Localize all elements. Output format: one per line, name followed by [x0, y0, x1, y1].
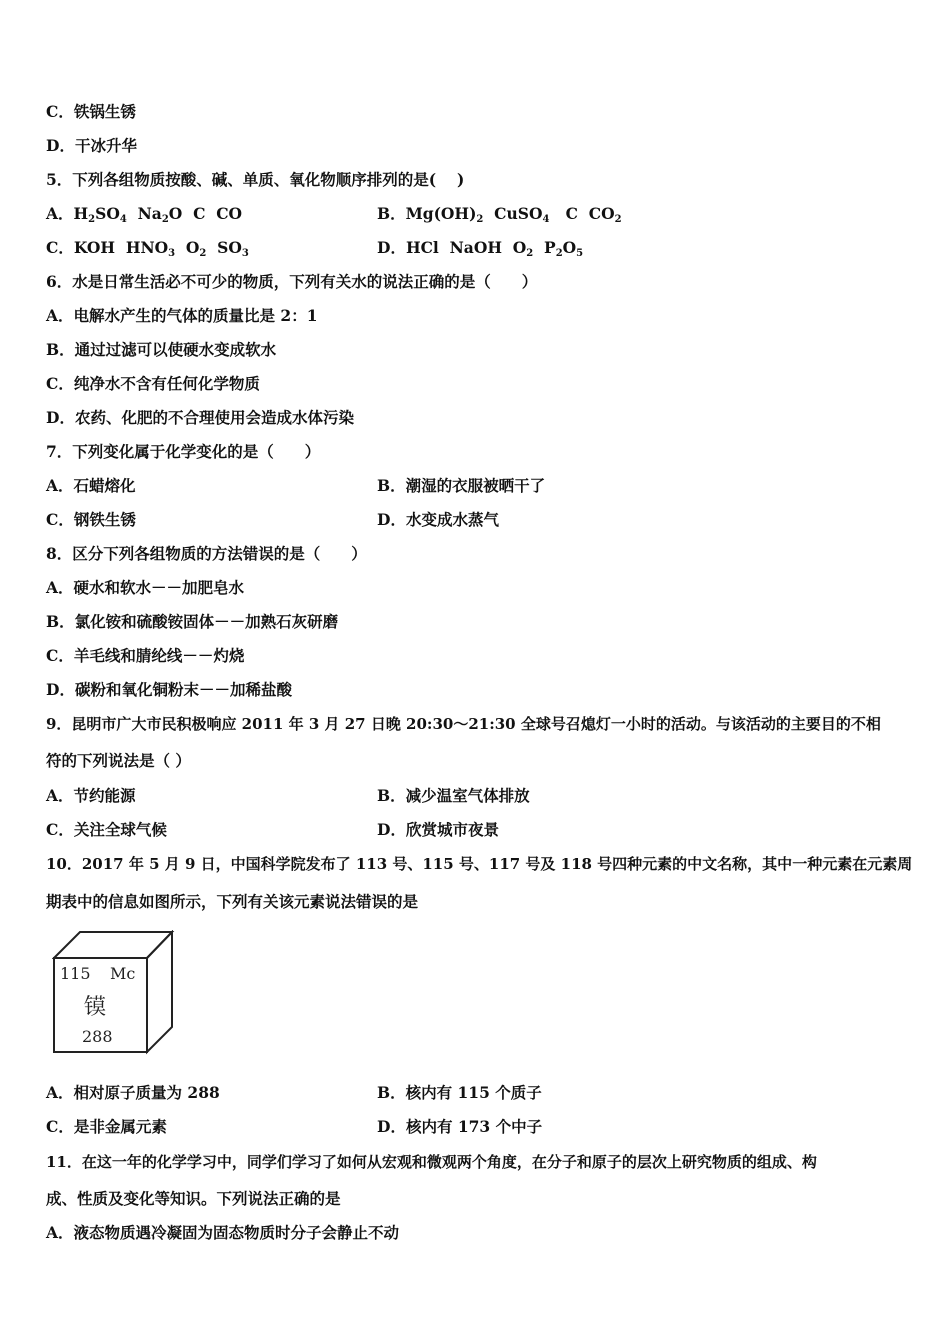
q8-option-c: C．羊毛线和腈纶线－－灼烧 — [46, 646, 245, 665]
element-atomic-number: 115 — [60, 964, 91, 983]
q6-option-b: B．通过过滤可以使硬水变成软水 — [46, 340, 277, 359]
element-name: 镆 — [84, 995, 107, 1020]
q4-option-c: C．铁锅生锈 — [46, 102, 136, 121]
q5-option-d: D．HCl NaOH $O_2$ $P_2O_5$ — [377, 238, 584, 259]
q7-option-c: C．钢铁生锈 — [46, 510, 136, 529]
q6-option-d: D．农药、化肥的不合理使用会造成水体污染 — [46, 408, 354, 427]
q8-option-d: D．碳粉和氧化铜粉末－－加稀盐酸 — [46, 680, 292, 699]
q9-option-a: A．节约能源 — [46, 786, 136, 805]
element-tile-figure — [52, 930, 177, 1055]
q8-stem: 8．区分下列各组物质的方法错误的是（ ） — [46, 544, 367, 563]
q6-stem: 6．水是日常生活必不可少的物质，下列有关水的说法正确的是（ ） — [46, 272, 538, 291]
element-symbol: Mc — [110, 964, 136, 983]
q7-option-b: B．潮湿的衣服被晒干了 — [377, 476, 546, 495]
q7-option-a: A．石蜡熔化 — [46, 476, 136, 495]
q10-option-b: B．核内有 115 个质子 — [377, 1083, 542, 1102]
q10-stem-line1: 10．2017 年 5 月 9 日，中国科学院发布了 113 号、115 号、117 号及 118 号四种元素的中文名称，其中一种元素在元素周 — [46, 855, 913, 873]
q6-option-a: A．电解水产生的气体的质量比是 2：1 — [46, 306, 318, 325]
q10-option-a: A．相对原子质量为 288 — [46, 1083, 220, 1102]
element-mass: 288 — [82, 1027, 113, 1046]
q9-option-c: C．关注全球气候 — [46, 820, 167, 839]
q5-option-b: B．$Mg(OH)_2$ CuSO$_4$ C $CO_2$ — [377, 204, 622, 225]
q4-option-d: D．干冰升华 — [46, 136, 137, 155]
q5-option-a: A．$H_2SO_4$ $Na_2O$ C CO — [46, 204, 243, 225]
q11-stem-line2: 成、性质及变化等知识。下列说法正确的是 — [46, 1189, 341, 1208]
cube-side-face — [147, 932, 172, 1052]
q11-stem-line1: 11．在这一年的化学学习中，同学们学习了如何从宏观和微观两个角度，在分子和原子的层次上研究物质的组成、构 — [46, 1153, 817, 1171]
q9-stem-line1: 9．昆明市广大市民积极响应 2011 年 3 月 27 日晚 20:30～21:30 全球号召熄灯一小时的活动。与该活动的主要目的不相 — [46, 715, 881, 733]
q5-option-c: C．KOH $HNO_3$ $O_2$ $SO_3$ — [46, 238, 249, 259]
q7-stem: 7．下列变化属于化学变化的是（ ） — [46, 442, 321, 461]
q10-option-c: C．是非金属元素 — [46, 1117, 167, 1136]
q9-option-b: B．减少温室气体排放 — [377, 786, 530, 805]
q11-option-a: A．液态物质遇冷凝固为固态物质时分子会静止不动 — [46, 1223, 400, 1242]
cube-top-face — [54, 932, 172, 958]
q7-option-d: D．水变成水蒸气 — [377, 510, 499, 529]
q8-option-b: B．氯化铵和硫酸铵固体－－加熟石灰研磨 — [46, 612, 339, 631]
q10-stem-line2: 期表中的信息如图所示，下列有关该元素说法错误的是 — [46, 892, 419, 911]
q9-stem-line2: 符的下列说法是（ ） — [46, 751, 191, 770]
q5-stem: 5．下列各组物质按酸、碱、单质、氧化物顺序排列的是( ) — [46, 170, 465, 189]
q8-option-a: A．硬水和软水－－加肥皂水 — [46, 578, 245, 597]
q9-option-d: D．欣赏城市夜景 — [377, 820, 499, 839]
q6-option-c: C．纯净水不含有任何化学物质 — [46, 374, 260, 393]
q10-option-d: D．核内有 173 个中子 — [377, 1117, 543, 1136]
